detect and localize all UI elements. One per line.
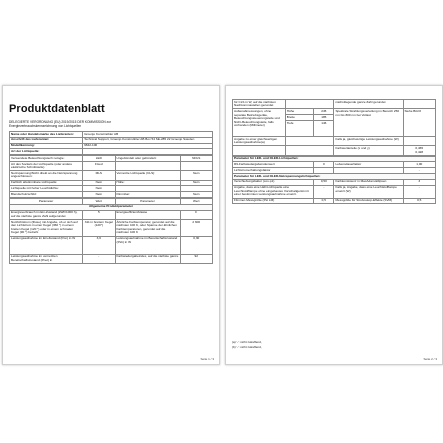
cell [115,161,180,170]
cell: Falls ja, Angabe, dass eine Leuchtstofflampe ersetzt (W) [334,185,403,198]
cell: Falls ja, gleichwertige Leistungsaufnahme (W) [334,136,403,145]
cell: Verschiebungsfaktor (cos φ1) [233,179,314,185]
cell: 1,00 [403,162,436,168]
table-row [233,146,436,155]
cell: Blendschutzschild: [10,192,83,198]
cell: NDLS [180,156,213,162]
cell: Lichtquelle mit hoher Leuchtdichte: [10,186,83,192]
cell: Verwendete Beleuchtungstech nologie: [10,156,83,162]
table-row [10,161,213,170]
cell: Spektrale Strahlungsverteilung im Bereich 250 nm bis 800 nm bei Vollast [334,109,403,137]
cell [233,146,286,155]
cell: 2 600 [180,219,213,236]
cell [285,100,334,109]
led-oled-parameters-table [232,156,436,205]
cell: Farbkonsistenz in MacAdam-Ellipsen [334,179,403,185]
cell: LED [83,156,115,162]
cell: Nein [180,171,213,180]
cell: Fixed [83,161,115,170]
supplier-table [9,131,213,155]
cell: Farbwiedergabeindex, auf die nächste ganze [115,254,180,263]
table-row [233,109,436,115]
cell: Hülle: [115,180,180,186]
cell: Farbwertanteile (x und y) [334,146,403,155]
dimension-label-depth: Tiefe [285,120,313,136]
supplier-label: Art der Lichtquelle: [10,149,83,155]
cell: 92 [180,254,213,263]
dimension-label-width: Breite [285,115,313,121]
cell [285,146,334,155]
supplier-row [10,149,213,155]
table-row [233,136,436,145]
cell: Dimmbar: [115,192,180,198]
page-number: Seite 2 / 3 [423,357,437,361]
datasheet-page-1 [2,85,220,365]
supplier-label: Modellkennung: [10,143,83,149]
cell: Lebensdauerfaktor [334,162,403,168]
cell: Messgröße für Stroboskop-Effekte (SVM) [334,198,403,204]
column-header: Wert [83,199,115,205]
table-row [10,254,213,263]
page-number: Seite 1 / 3 [200,357,214,361]
dimension-label-height: Höhe [285,109,313,115]
cell: 0,50 [314,179,334,185]
cell: Nein [83,186,115,192]
cell: 3 [403,179,436,185]
table-row [10,210,213,219]
cell [403,100,436,109]
table-row [10,192,213,198]
column-header: Parameter [10,199,83,205]
section-title-mains: Parameter für LED- und OLED-Netzspannungslichtquellen: [233,174,436,180]
regulation-line-1: DELEGIERTE VERORDNUNG (EU) 2019/2015 DER KOMMISSION zur [9,120,111,124]
cell: 3,6 [83,236,115,254]
cell: Farblich abstimmbare Lichtquelle: [10,180,83,186]
table-row [233,185,436,198]
column-header: Parameter [115,199,180,205]
cell: Nutzlichtstrom (Φuse) mit Angabe, ob er sich auf den Lichtstrom in einer Kegel (360 °) in einem breiten Kegel (120 °) oder in einem schmalen Kegel (90 °) bezieht [10,219,83,236]
table-row [10,236,213,254]
cell: nächstliegende ganze Zahl gerundet [334,100,403,109]
dimension-value-width: 185 [314,115,334,121]
cell: Energieverbrauch im Ein-Zustand (kWh/1000 h), auf die nächste ganze Zahl aufgerundet [10,210,83,219]
cell: Nein [83,192,115,198]
supplier-value: Groenjo Konstmöbler AB [83,132,213,138]
cell: Ungebündelt oder gebündelt: [115,156,180,162]
cell: Ähnliche Farbtemperatur, gerundet auf die nächsten 100 K, oder Spanne der ähnlichen Farbtemperaturen, gerundet auf die nächsten 100 K [115,219,180,236]
cell: Siehe Bild # [403,109,436,137]
cell: MLS [83,171,115,180]
dimension-value-depth: 146 [314,120,334,136]
cell: F [180,210,213,219]
table-row [10,219,213,236]
cell: Leistungsaufnahme im Ein-Zustand (Pon) in W [10,236,83,254]
cell: Nein [83,180,115,186]
cell: für CLS in W, auf die nächsten Nachkommastellen gerundet [233,100,286,109]
cell: Netzspannung/Nicht direkt an die Netzspannung angeschlossen: [10,171,83,180]
table-row [233,198,436,204]
cell: Energieeffizienzklasse [115,210,180,219]
cell: 0 [314,162,334,168]
supplier-value [83,149,213,155]
table-row [10,171,213,180]
section-title-led-oled: Parameter für LED- und OLED-Lichtquellen: [233,156,436,162]
cell: Flimmer-Messgröße (Pst LM) [233,198,314,204]
cell [180,161,213,170]
footnotes [232,340,262,350]
cell: 0,5 [314,198,334,204]
cell: Nein [180,192,213,198]
cell: - [314,185,334,198]
cell: Außenabmessungen, ohne separate Betriebsgeräte, Beleuchtungssteuerungsteile und Nicht-Beleuchtungsteile, falls vorhanden (Millimeter) [233,109,286,137]
cell [403,136,436,145]
cell [285,136,334,145]
regulation-line-2: Energieverbrauchskennzeichnung von Lichtquellen [9,124,82,128]
datasheet-page-2 [225,85,443,365]
cell: Art des Sockels der Lichtquelle (oder andere elektrische Schnittstelle) [10,161,83,170]
chromaticity-values: 0,465 0,428 [403,146,436,155]
footnote: (b) '-': nicht zutreffend, [232,345,262,349]
supplier-label: Name oder Handelsmarke des Lieferanten: [10,132,83,138]
cell: Angabe, dass eine LED-Lichtquelle eine Leuchtstofflampe ohne eingebautes Vorschaltgerät mit einer bestimmten Leistungsaufnahme ersetzt. [233,185,314,198]
cell: Vernetzte Lichtquelle (CLS): [115,171,180,180]
cell: 0,30 [180,236,213,254]
cell: - [403,168,436,174]
cell: Angabe zu einer gleichwertigen Leistungsaufnahme(a) [233,136,286,145]
table-row [233,100,436,109]
cell: 5 [83,210,115,219]
cell: 311 in breitem Kegel (120°) [83,219,115,236]
cell: Leistungsaufnahme im Bereitschaftszustand (Psb) in W [115,236,180,254]
cell: - [403,185,436,198]
supplier-label: Anschrift des Lieferanten: [10,137,83,143]
cell: Leistungsaufnahme im vernetzten Bereitschaftszustand (Pnet) in [10,254,83,263]
section-title-general: Allgemeine Produktparameter [10,204,213,210]
product-parameters-table [9,198,213,264]
cell: Nein [180,180,213,186]
footnote: (a) '-': nicht zutreffend, [232,340,262,344]
cell: - [83,254,115,263]
page-title: Produktdatenblatt [9,103,105,115]
column-header: Wert [180,199,213,205]
cell: R9-Farbwiedergabeindexwert [233,162,314,168]
dimension-value-height: 245 [314,109,334,115]
supplier-value: 9842-100 [83,143,213,149]
cell: Lichtstromerhaltungsfaktor [233,168,314,174]
cell: 0,5 [403,198,436,204]
supplier-value: Technical Support, Groenjo Konstmöbler AB Box 54 SE-285 22 Groenjo Sweden [83,137,213,143]
dimensions-table [232,99,436,156]
light-source-type-table [9,155,213,198]
